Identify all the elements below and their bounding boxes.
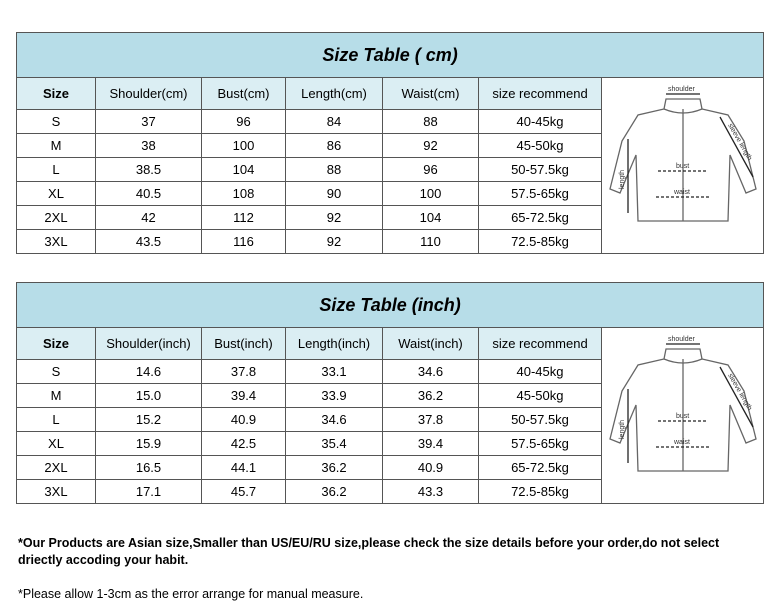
cell-shoulder: 15.0 <box>96 384 202 408</box>
diagram-length-label: length <box>618 169 626 189</box>
cell-bust: 45.7 <box>202 480 286 504</box>
cell-recommend: 72.5-85kg <box>479 480 602 504</box>
size-table-cm <box>16 32 764 254</box>
cell-size: S <box>17 110 96 134</box>
cell-bust: 44.1 <box>202 456 286 480</box>
cell-size: M <box>17 134 96 158</box>
diagram-bust-label: bust <box>675 162 689 170</box>
cell-bust: 42.5 <box>202 432 286 456</box>
cell-bust: 40.9 <box>202 408 286 432</box>
cell-bust: 37.8 <box>202 360 286 384</box>
cell-shoulder: 43.5 <box>96 230 202 254</box>
header-recommend: size recommend <box>479 328 602 360</box>
cell-shoulder: 40.5 <box>96 182 202 206</box>
header-bust: Bust(cm) <box>202 78 286 110</box>
diagram-bust-label: bust <box>675 412 689 420</box>
cell-length: 35.4 <box>286 432 383 456</box>
cell-waist: 104 <box>383 206 479 230</box>
cell-shoulder: 38.5 <box>96 158 202 182</box>
cell-waist: 39.4 <box>383 432 479 456</box>
jacket-diagram-cell <box>602 328 764 504</box>
cell-length: 84 <box>286 110 383 134</box>
cell-length: 92 <box>286 230 383 254</box>
cell-waist: 43.3 <box>383 480 479 504</box>
cell-bust: 112 <box>202 206 286 230</box>
cell-length: 36.2 <box>286 456 383 480</box>
cell-bust: 96 <box>202 110 286 134</box>
header-row <box>17 78 764 110</box>
diagram-sleeve-label: sleeve length <box>725 122 753 162</box>
cell-waist: 88 <box>383 110 479 134</box>
cell-shoulder: 15.9 <box>96 432 202 456</box>
cell-recommend: 57.5-65kg <box>479 432 602 456</box>
cell-shoulder: 17.1 <box>96 480 202 504</box>
asian-size-note: *Our Products are Asian size,Smaller than US/EU/RU size,please check the size details before your order,do not select driectly accoding your habit. <box>18 536 720 567</box>
cell-shoulder: 15.2 <box>96 408 202 432</box>
cell-waist: 92 <box>383 134 479 158</box>
cell-length: 34.6 <box>286 408 383 432</box>
cell-recommend: 50-57.5kg <box>479 158 602 182</box>
cell-bust: 104 <box>202 158 286 182</box>
cell-recommend: 40-45kg <box>479 360 602 384</box>
cell-length: 86 <box>286 134 383 158</box>
header-length: Length(inch) <box>286 328 383 360</box>
table-title: Size Table ( cm) <box>17 33 764 78</box>
header-shoulder: Shoulder(cm) <box>96 78 202 110</box>
cell-waist: 96 <box>383 158 479 182</box>
cell-size: L <box>17 158 96 182</box>
header-shoulder: Shoulder(inch) <box>96 328 202 360</box>
diagram-waist-label: waist <box>673 438 690 446</box>
cell-recommend: 45-50kg <box>479 134 602 158</box>
cell-recommend: 65-72.5kg <box>479 456 602 480</box>
cell-size: 2XL <box>17 456 96 480</box>
diagram-shoulder-label: shoulder <box>667 85 695 93</box>
header-bust: Bust(inch) <box>202 328 286 360</box>
cell-waist: 34.6 <box>383 360 479 384</box>
cell-waist: 40.9 <box>383 456 479 480</box>
cell-waist: 37.8 <box>383 408 479 432</box>
cell-waist: 100 <box>383 182 479 206</box>
cell-shoulder: 14.6 <box>96 360 202 384</box>
diagram-shoulder-label: shoulder <box>667 335 695 343</box>
cell-bust: 100 <box>202 134 286 158</box>
cell-size: L <box>17 408 96 432</box>
cell-recommend: 65-72.5kg <box>479 206 602 230</box>
cell-waist: 110 <box>383 230 479 254</box>
cell-size: 2XL <box>17 206 96 230</box>
cell-bust: 39.4 <box>202 384 286 408</box>
cell-size: M <box>17 384 96 408</box>
cell-length: 90 <box>286 182 383 206</box>
diagram-sleeve-label: sleeve length <box>725 372 753 412</box>
jacket-diagram <box>608 331 758 501</box>
cell-size: XL <box>17 432 96 456</box>
cell-size: S <box>17 360 96 384</box>
cell-length: 92 <box>286 206 383 230</box>
error-allowance-note: *Please allow 1-3cm as the error arrange for manual measure. <box>18 587 364 601</box>
header-recommend: size recommend <box>479 78 602 110</box>
header-size: Size <box>17 328 96 360</box>
size-table-inch <box>16 282 764 504</box>
cell-size: XL <box>17 182 96 206</box>
cell-waist: 36.2 <box>383 384 479 408</box>
cell-recommend: 45-50kg <box>479 384 602 408</box>
table-title: Size Table (inch) <box>17 283 764 328</box>
cell-recommend: 40-45kg <box>479 110 602 134</box>
cell-length: 36.2 <box>286 480 383 504</box>
diagram-length-label: length <box>618 419 626 439</box>
header-size: Size <box>17 78 96 110</box>
cell-length: 33.1 <box>286 360 383 384</box>
cell-bust: 108 <box>202 182 286 206</box>
cell-recommend: 72.5-85kg <box>479 230 602 254</box>
cell-shoulder: 16.5 <box>96 456 202 480</box>
cell-length: 88 <box>286 158 383 182</box>
cell-size: 3XL <box>17 480 96 504</box>
diagram-waist-label: waist <box>673 188 690 196</box>
jacket-diagram <box>608 81 758 251</box>
cell-shoulder: 42 <box>96 206 202 230</box>
cell-recommend: 57.5-65kg <box>479 182 602 206</box>
cell-shoulder: 37 <box>96 110 202 134</box>
jacket-diagram-cell <box>602 78 764 254</box>
cell-size: 3XL <box>17 230 96 254</box>
header-length: Length(cm) <box>286 78 383 110</box>
cell-shoulder: 38 <box>96 134 202 158</box>
cell-bust: 116 <box>202 230 286 254</box>
header-row <box>17 328 764 360</box>
cell-length: 33.9 <box>286 384 383 408</box>
cell-recommend: 50-57.5kg <box>479 408 602 432</box>
header-waist: Waist(cm) <box>383 78 479 110</box>
header-waist: Waist(inch) <box>383 328 479 360</box>
